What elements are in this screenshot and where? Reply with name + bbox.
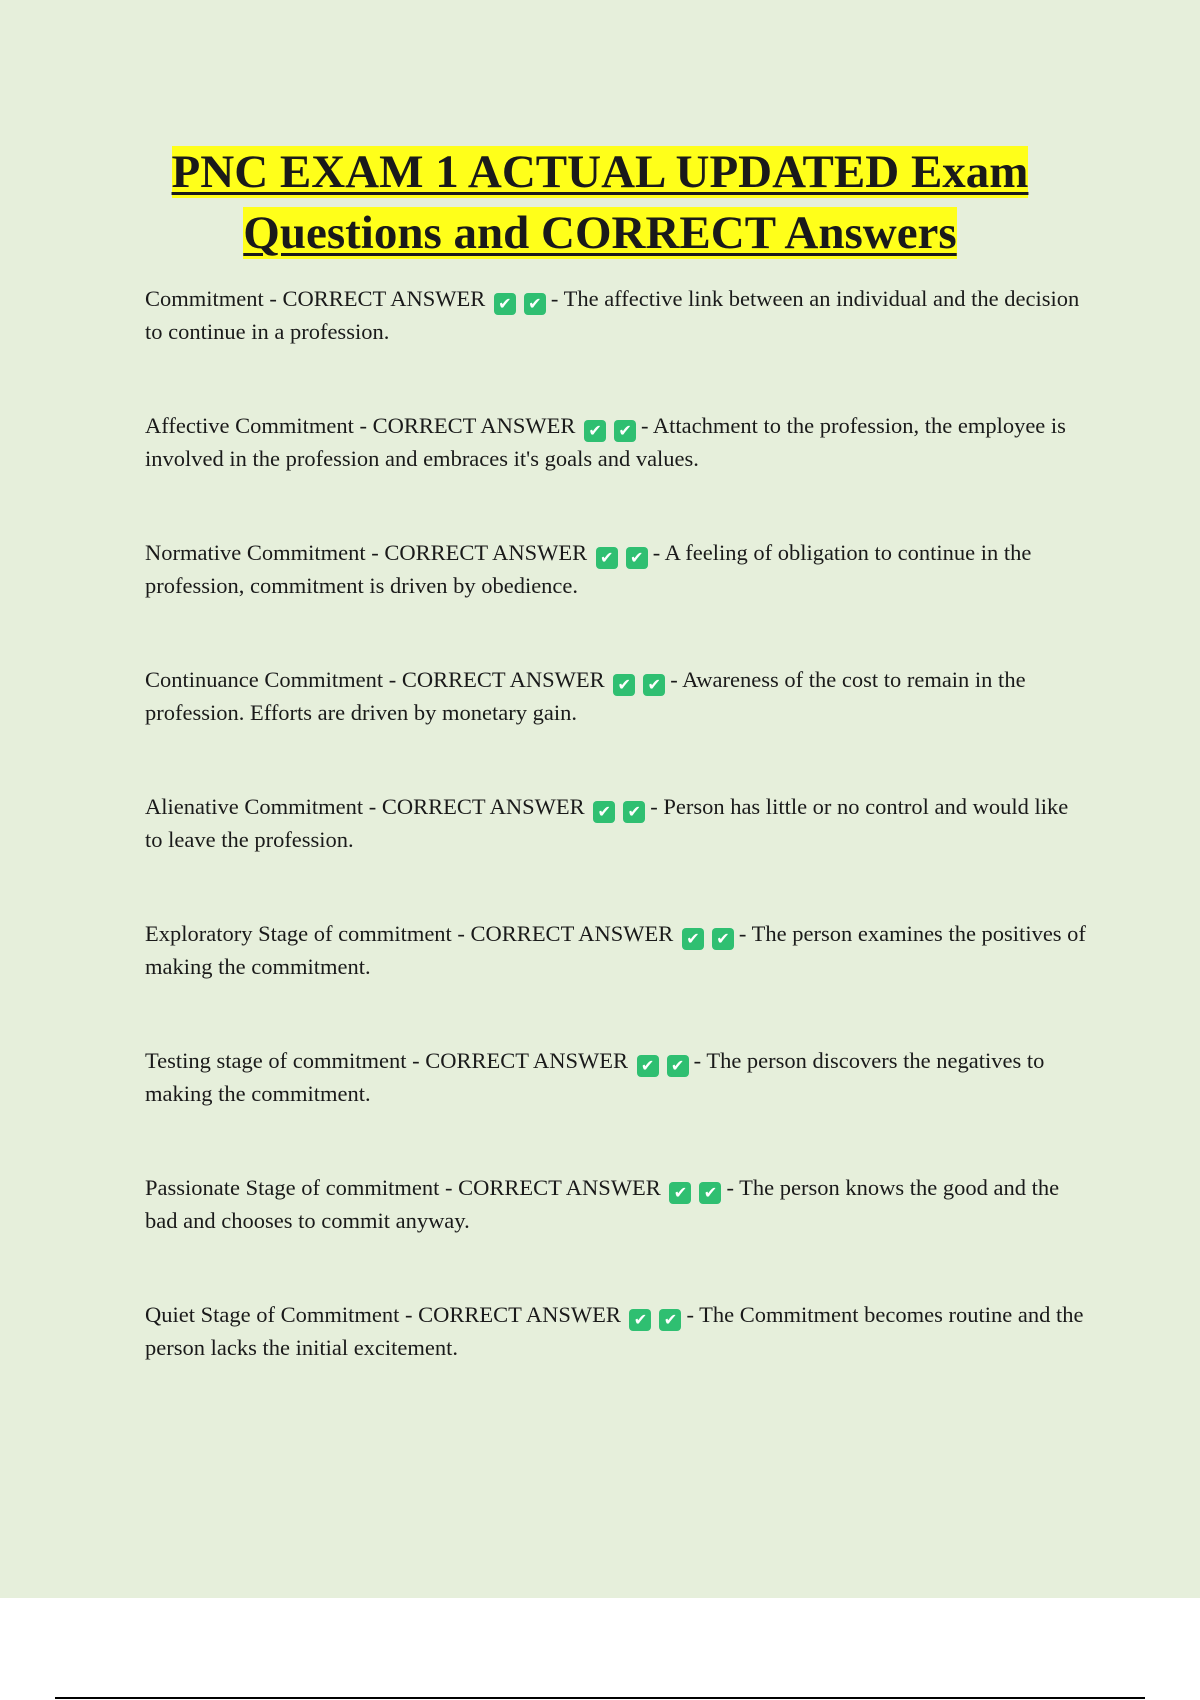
entry-term: Continuance Commitment - CORRECT ANSWER <box>145 667 605 692</box>
entry-term: Normative Commitment - CORRECT ANSWER <box>145 540 588 565</box>
qa-entry <box>145 790 1090 917</box>
entry-term: Passionate Stage of commitment - CORRECT ANSWER <box>145 1175 661 1200</box>
check-mark-button-icon: ✔ <box>524 293 546 315</box>
check-mark-button-icon: ✔ <box>637 1055 659 1077</box>
check-mark-button-icon: ✔ <box>699 1182 721 1204</box>
check-mark-button-icon: ✔ <box>613 674 635 696</box>
check-mark-button-icon: ✔ <box>593 801 615 823</box>
check-mark-button-icon: ✔ <box>669 1182 691 1204</box>
check-mark-button-icon: ✔ <box>682 928 704 950</box>
qa-entry <box>145 1298 1090 1425</box>
check-mark-button-icon: ✔ <box>623 801 645 823</box>
qa-entry <box>145 663 1090 790</box>
check-mark-button-icon: ✔ <box>596 547 618 569</box>
entry-term: Testing stage of commitment - CORRECT ANSWER <box>145 1048 628 1073</box>
entry-term: Commitment - CORRECT ANSWER <box>145 286 486 311</box>
title-line-1: PNC EXAM 1 ACTUAL UPDATED Exam <box>171 146 1029 198</box>
qa-entry <box>145 1171 1090 1298</box>
entry-definition: - Awareness of the cost to remain in the profession. Efforts are driven by monetary gain. <box>145 667 1026 725</box>
qa-entry <box>145 282 1090 409</box>
qa-list <box>145 282 1090 1425</box>
entry-definition: - Attachment to the profession, the employee is involved in the profession and embraces it's goals and values. <box>145 413 1066 471</box>
entry-term: Quiet Stage of Commitment - CORRECT ANSWER <box>145 1302 621 1327</box>
entry-definition: - The person knows the good and the bad and chooses to commit anyway. <box>145 1175 1060 1233</box>
entry-definition: - The person discovers the negatives to making the commitment. <box>145 1048 1045 1106</box>
check-mark-button-icon: ✔ <box>614 420 636 442</box>
entry-definition: - A feeling of obligation to continue in the profession, commitment is driven by obedience. <box>145 540 1032 598</box>
entry-definition: - The person examines the positives of making the commitment. <box>145 921 1086 979</box>
check-mark-button-icon: ✔ <box>712 928 734 950</box>
entry-definition: - Person has little or no control and would like to leave the profession. <box>145 794 1069 852</box>
check-mark-button-icon: ✔ <box>643 674 665 696</box>
entry-term: Affective Commitment - CORRECT ANSWER <box>145 413 576 438</box>
footer-divider <box>55 1697 1145 1699</box>
qa-entry <box>145 917 1090 1044</box>
entry-term: Alienative Commitment - CORRECT ANSWER <box>145 794 585 819</box>
entry-definition: - The affective link between an individual and the decision to continue in a profession. <box>145 286 1080 344</box>
check-mark-button-icon: ✔ <box>659 1309 681 1331</box>
check-mark-button-icon: ✔ <box>629 1309 651 1331</box>
check-mark-button-icon: ✔ <box>584 420 606 442</box>
entry-definition: - The Commitment becomes routine and the person lacks the initial excitement. <box>145 1302 1084 1360</box>
entry-term: Exploratory Stage of commitment - CORRECT ANSWER <box>145 921 674 946</box>
check-mark-button-icon: ✔ <box>494 293 516 315</box>
title-line-2: Questions and CORRECT Answers <box>243 207 957 259</box>
qa-entry <box>145 536 1090 663</box>
check-mark-button-icon: ✔ <box>667 1055 689 1077</box>
document-title <box>0 142 1200 264</box>
qa-entry <box>145 1044 1090 1171</box>
qa-entry <box>145 409 1090 536</box>
check-mark-button-icon: ✔ <box>626 547 648 569</box>
